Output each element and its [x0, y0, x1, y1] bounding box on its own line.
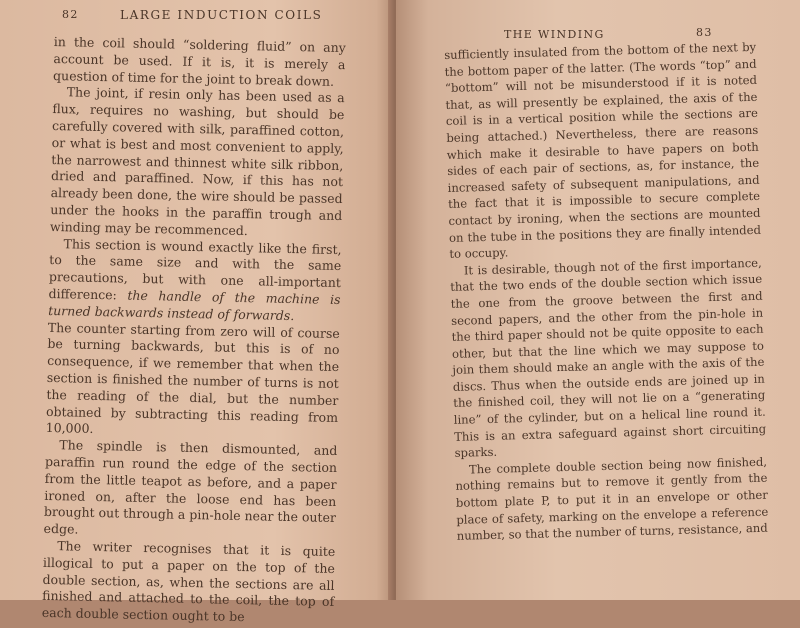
body-text	[42, 34, 346, 628]
right-page	[396, 0, 800, 600]
paragraph: sufficiently insulated from the bottom of the next by the bottom paper of the latter. (The words “top” and “bottom” will not be misunderstood if it is noted that, as will presently be explained, the axis of the coil is in a vertical position while the sections are being attached.) Nevertheless, there are reasons which make it desirable to have papers on both sides of each pair of sections, as, for instance, the increased safety of subsequent manipulations, and the fact that it is impossible to secure complete contact by ironing, when the sections are mounted on the tube in the positions they are finally intended to occupy.	[444, 39, 762, 262]
italic-emphasis: the handle of the machine is turned backwards instead of forwards.	[48, 287, 341, 323]
paragraph: It is desirable, though not of the first importance, that the two ends of the double section which issue the one from the groove between the first and second papers, and the other from the pin-hole in the third paper should not be quite opposite to each other, but that the line which we may suppose to join them should make an angle with the axis of the discs. Thus when the outside ends are joined up in the finished coil, they will not lie on a “generating line” of the cylinder, but on a helical line round it. This is an extra safeguard against short circuiting sparks.	[450, 255, 767, 461]
paragraph: The writer recognises that it is quite illogical to put a paper on the top of the double section, as, when the sections are all finished and attached to the coil, the top of each double section ought to be	[41, 538, 336, 625]
paragraph-text: This section is wound exactly like the first, to the same size and with the same precautions, but with one all-important difference:	[48, 235, 342, 303]
paragraph: in the coil should “soldering fluid” on any account be used. If it is, it is merely a question of time for the joint to break down.	[52, 34, 346, 89]
paragraph: The complete double section being now finished, nothing remains but to remove it gently from the bottom plate P, to put it in an envelope or other place of safety, marking on the envelope a reference number, so that the number of turns, resistance, and	[455, 454, 769, 544]
left-page	[0, 0, 392, 625]
paragraph: The counter starting from zero will of course be turning backwards, but this is of no consequence, if we remember that when the section is finished the number of turns is not the reading of the dial, but the number obtained by subtracting this reading from 10,000.	[45, 319, 340, 437]
paragraph-section-wound	[48, 236, 342, 326]
page-number: 82	[62, 8, 79, 21]
running-head: LARGE INDUCTION COILS	[120, 8, 323, 22]
running-head: THE WINDING	[504, 28, 605, 41]
paragraph: The joint, if resin only has been used as a flux, requires no washing, but should be carefully covered with silk, paraffined cotton, or what is best and most convenient to apply, the narrowest and thinnest white silk ribbon, dried and paraffined. Now, if this has not already been done, the wire should be passed under the hooks in the paraffin trough and winding may be recommenced.	[49, 84, 345, 238]
body-text	[444, 39, 769, 545]
page-number: 83	[696, 26, 713, 39]
paragraph: The spindle is then dismounted, and paraffin run round the edge of the section from the little teapot as before, and a paper ironed on, after the loose end has been brought out through a pin-hole near the outer edge.	[43, 437, 338, 537]
